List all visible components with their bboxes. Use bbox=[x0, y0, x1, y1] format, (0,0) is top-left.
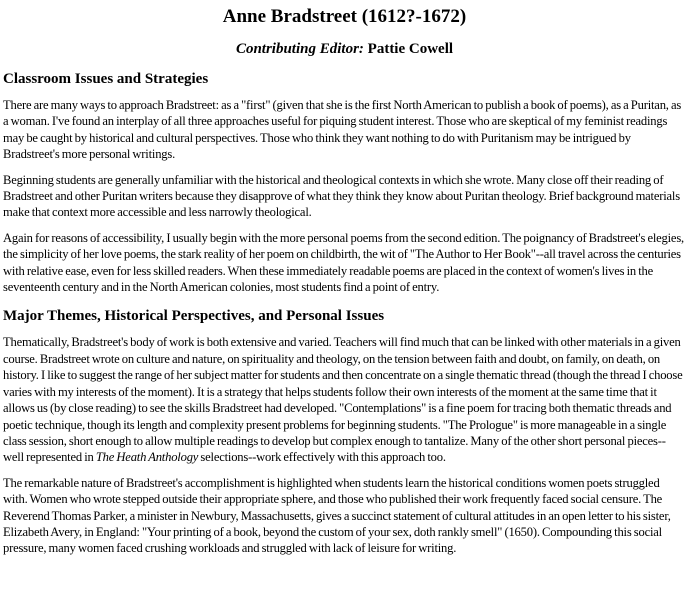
contributing-editor-line bbox=[3, 40, 686, 58]
paragraph-thematic-range: Thematically, Bradstreet's body of work is both extensive and varied. Teachers will find much that can be linked with other materials in a given course. Bradstreet wrote on culture and nature, on spirituality and theology, on the tension between faith and doubt, on family, on death, on history. I like to suggest the range of her subject matter for students and then concentrate on a single thematic thread (though the thread I choose varies with my interests of the moment). It is a strategy that helps students follow their own interests of the moment at the same time that it allows us (by close reading) to see the skills Bradstreet had developed. "Contemplations" is a fine poem for tracing both thematic threads and poetic technique, though its length and complexity present problems for beginning students. "The Prologue" is more manageable in a single class session, short enough to allow multiple readings to develop but complex enough to tantalize. Many of the other short personal pieces--well represented in The Heath Anthology selections--work effectively with this approach too. bbox=[3, 335, 683, 465]
italic-book-title: The Heath Anthology bbox=[95, 450, 199, 465]
contributing-editor-label: Contributing Editor: bbox=[235, 41, 364, 57]
paragraph-historical-conditions-women-poets: The remarkable nature of Bradstreet's accomplishment is highlighted when students learn the historical conditions women poets struggled with. Women who wrote stepped outside their appropriate sphere, and those who published their work frequently faced social censure. The Reverend Thomas Parker, a minister in Newbury, Massachusetts, gives a succinct statement of cultural attitudes in an open letter to his sister, Elizabeth Avery, in England: "Your printing of a book, beyond the custom of your sex, doth rankly smell" (1650). Compounding this social pressure, many women faced crushing workloads and struggled with lack of leisure for writing. bbox=[3, 475, 671, 556]
section-heading-major-themes-historical-perspectives: Major Themes, Historical Perspectives, and Personal Issues bbox=[3, 308, 385, 325]
paragraph-accessibility-personal-poems: Again for reasons of accessibility, I usually begin with the more personal poems from the second edition. The poignancy of Bradstreet's elegies, the simplicity of her love poems, the stark reality of her poem on childbirth, the wit of "The Author to Her Book"--all travel across the centuries with relative ease, even for less skilled readers. When these immediately readable poems are placed in the context of women's lives in the seventeenth century and in the North American colonies, most students find a point of entry. bbox=[3, 230, 684, 295]
page-title: Anne Bradstreet (1612?-1672) bbox=[222, 6, 467, 27]
paragraph-approaches-to-bradstreet: There are many ways to approach Bradstreet: as a "first" (given that she is the first North American to publish a book of poems), as a Puritan, as a woman. I've found an interplay of all three approaches useful for piquing student interest. Those who are skeptical of my feminist readings may be caught by historical and cultural perspectives. Those who think they want nothing to do with Puritanism may be intrigued by Bradstreet's more personal writings. bbox=[3, 98, 682, 162]
section-heading-classroom-issues-and-strategies: Classroom Issues and Strategies bbox=[3, 71, 209, 87]
paragraph-beginning-students-contexts: Beginning students are generally unfamiliar with the historical and theological contexts in which she wrote. Many close off their reading of Bradstreet and other Puritan writers because they disapprove of what they think they know about Puritan theology. Brief background materials make that context more accessible and less narrowly theological. bbox=[3, 172, 680, 220]
contributing-editor-name: Pattie Cowell bbox=[367, 41, 454, 57]
